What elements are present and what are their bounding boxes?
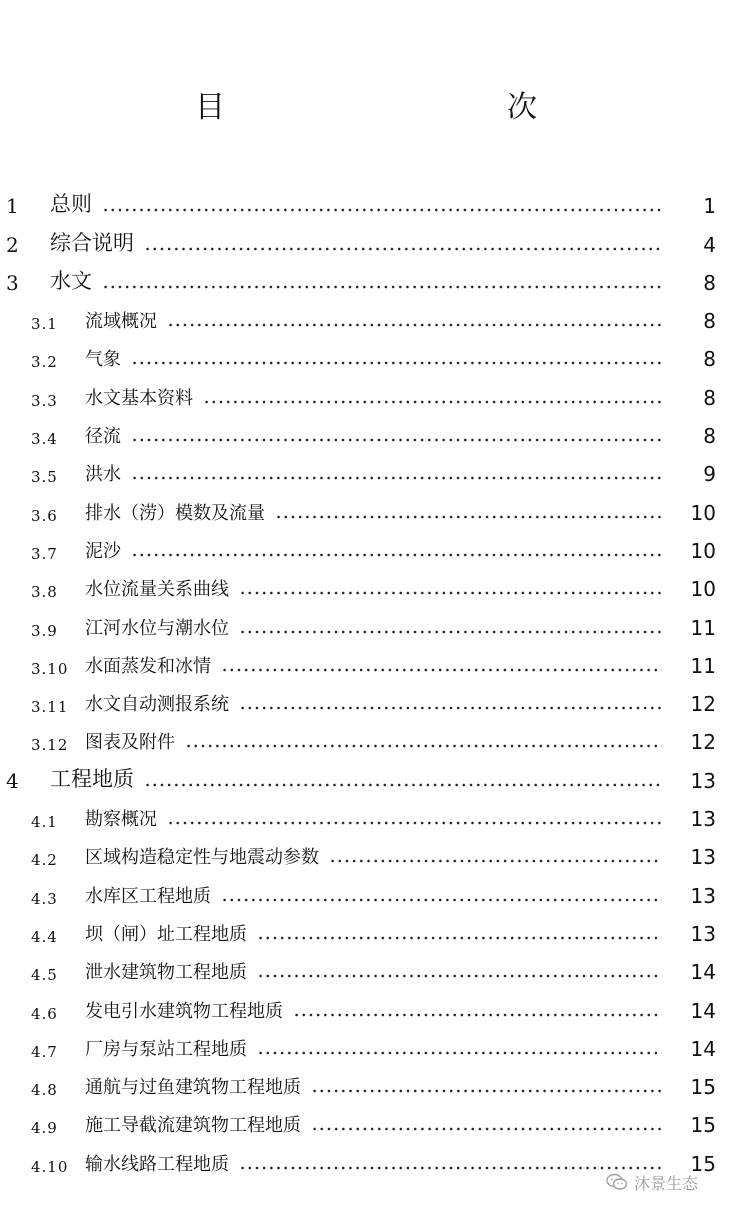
toc-entry-title: 流域概况 [85, 311, 157, 333]
dot-leader [221, 898, 662, 902]
toc-entry[interactable] [0, 646, 732, 684]
toc-entry[interactable] [0, 837, 732, 875]
toc-entry[interactable] [0, 301, 732, 339]
toc-entry-title: 洪水 [85, 464, 121, 486]
toc-entry-page-number: 8 [703, 424, 716, 449]
toc-entry[interactable] [0, 760, 732, 798]
toc-entry[interactable] [0, 416, 732, 454]
toc-entry-page-number: 14 [690, 998, 716, 1023]
toc-entry[interactable] [0, 990, 732, 1028]
toc-entry-title: 施工导截流建筑物工程地质 [85, 1115, 301, 1137]
toc-entry-title: 工程地质 [50, 766, 134, 791]
toc-entry-page-number: 8 [703, 270, 716, 295]
dot-leader [102, 285, 662, 289]
toc-entry-number: 3.12 [31, 736, 69, 755]
dot-leader [144, 247, 662, 251]
toc-entry-number: 4.7 [31, 1042, 58, 1061]
dot-leader [311, 1089, 662, 1093]
toc-entry[interactable] [0, 1029, 732, 1067]
toc-entry[interactable] [0, 531, 732, 569]
toc-entry[interactable] [0, 339, 732, 377]
toc-entry[interactable] [0, 569, 732, 607]
toc-entry-title: 水文 [50, 268, 92, 293]
toc-entry-title: 图表及附件 [85, 732, 175, 754]
toc-entry-number: 4.9 [31, 1119, 58, 1138]
toc-entry-number: 3.4 [31, 430, 58, 449]
toc-entry-page-number: 10 [690, 577, 716, 602]
dot-leader [144, 783, 662, 787]
dot-leader [167, 323, 662, 327]
toc-entry-page-number: 10 [690, 538, 716, 563]
toc-entry-page-number: 12 [690, 692, 716, 717]
toc-entry-title: 排水（涝）模数及流量 [85, 502, 265, 524]
toc-entry-page-number: 9 [703, 462, 716, 487]
toc-entry-page-number: 13 [690, 883, 716, 908]
toc-entry-page-number: 8 [703, 309, 716, 334]
dot-leader [257, 936, 662, 940]
toc-entry-title: 水文基本资料 [85, 387, 193, 409]
toc-entry-title: 水面蒸发和冰情 [85, 655, 211, 677]
toc-entry[interactable] [0, 684, 732, 722]
toc-entry-title: 泄水建筑物工程地质 [85, 962, 247, 984]
toc-entry[interactable] [0, 952, 732, 990]
toc-entry-number: 3 [6, 270, 19, 295]
toc-entry-title: 总则 [50, 192, 92, 217]
dot-leader [239, 630, 662, 634]
toc-entry[interactable] [0, 722, 732, 760]
toc-entry-page-number: 14 [690, 960, 716, 985]
dot-leader [293, 1013, 662, 1017]
toc-entry-title: 径流 [85, 426, 121, 448]
toc-entry[interactable] [0, 186, 732, 224]
toc-entry-page-number: 4 [703, 232, 716, 257]
dot-leader [275, 515, 662, 519]
dot-leader [311, 1127, 662, 1131]
toc-entry-page-number: 15 [690, 1075, 716, 1100]
toc-entry-page-number: 8 [703, 385, 716, 410]
toc-entry-number: 3.9 [31, 621, 58, 640]
toc-entry-number: 4.5 [31, 966, 58, 985]
toc-entry-title: 江河水位与潮水位 [85, 617, 229, 639]
toc-entry-number: 4.8 [31, 1081, 58, 1100]
toc-entry-number: 2 [6, 232, 19, 257]
table-of-contents [0, 186, 732, 1182]
toc-entry-page-number: 13 [690, 921, 716, 946]
toc-entry-number: 3.3 [31, 391, 58, 410]
toc-entry-page-number: 15 [690, 1151, 716, 1176]
toc-entry-title: 水位流量关系曲线 [85, 579, 229, 601]
toc-entry-page-number: 10 [690, 500, 716, 525]
dot-leader [185, 744, 662, 748]
toc-entry-number: 4.4 [31, 927, 58, 946]
toc-entry-number: 4.2 [31, 851, 58, 870]
toc-entry[interactable] [0, 875, 732, 913]
toc-entry[interactable] [0, 914, 732, 952]
toc-entry-number: 3.6 [31, 506, 58, 525]
toc-entry[interactable] [0, 492, 732, 530]
dot-leader [131, 361, 662, 365]
toc-entry-page-number: 13 [690, 845, 716, 870]
toc-entry-number: 3.8 [31, 583, 58, 602]
toc-entry-number: 3.10 [31, 659, 69, 678]
toc-entry[interactable] [0, 224, 732, 262]
dot-leader [167, 821, 662, 825]
toc-entry-number: 3.1 [31, 315, 58, 334]
toc-entry-number: 1 [6, 194, 19, 219]
toc-entry-title: 综合说明 [50, 230, 134, 255]
toc-entry-title: 厂房与泵站工程地质 [85, 1038, 247, 1060]
toc-entry-page-number: 12 [690, 730, 716, 755]
toc-entry-page-number: 1 [703, 194, 716, 219]
wechat-icon [606, 1173, 628, 1191]
toc-entry-number: 4.10 [31, 1157, 69, 1176]
watermark [606, 1170, 698, 1194]
toc-entry-number: 3.11 [31, 698, 69, 717]
toc-entry[interactable] [0, 799, 732, 837]
toc-entry-page-number: 11 [690, 653, 716, 678]
dot-leader [131, 438, 662, 442]
toc-entry[interactable] [0, 1105, 732, 1143]
toc-entry[interactable] [0, 607, 732, 645]
toc-entry-number: 4.1 [31, 813, 58, 832]
toc-entry-title: 泥沙 [85, 540, 121, 562]
toc-entry-title: 水库区工程地质 [85, 885, 211, 907]
toc-entry-title: 坝（闸）址工程地质 [85, 923, 247, 945]
dot-leader [203, 400, 662, 404]
toc-entry-number: 3.2 [31, 353, 58, 372]
toc-entry-page-number: 13 [690, 768, 716, 793]
dot-leader [239, 706, 662, 710]
toc-entry[interactable] [0, 454, 732, 492]
toc-entry-title: 输水线路工程地质 [85, 1153, 229, 1175]
dot-leader [239, 591, 662, 595]
dot-leader [131, 553, 662, 557]
toc-entry-number: 4.3 [31, 889, 58, 908]
toc-entry-number: 4 [6, 768, 19, 793]
dot-leader [257, 974, 662, 978]
toc-entry-title: 通航与过鱼建筑物工程地质 [85, 1077, 301, 1099]
toc-entry-page-number: 13 [690, 807, 716, 832]
toc-entry[interactable] [0, 1067, 732, 1105]
dot-leader [102, 208, 662, 212]
dot-leader [257, 1051, 662, 1055]
dot-leader [329, 859, 662, 863]
toc-entry-title: 勘察概况 [85, 809, 157, 831]
dot-leader [221, 668, 662, 672]
toc-entry-title: 气象 [85, 349, 121, 371]
toc-entry-title: 发电引水建筑物工程地质 [85, 1000, 283, 1022]
toc-entry-title: 区域构造稳定性与地震动参数 [85, 847, 319, 869]
toc-entry-page-number: 8 [703, 347, 716, 372]
toc-entry-number: 3.7 [31, 544, 58, 563]
toc-entry-number: 4.6 [31, 1004, 58, 1023]
toc-entry-number: 3.5 [31, 468, 58, 487]
watermark-text: 沐景生态 [634, 1173, 699, 1193]
toc-entry[interactable] [0, 263, 732, 301]
dot-leader [131, 476, 662, 480]
page-title: 目 次 [195, 90, 611, 125]
toc-entry[interactable] [0, 377, 732, 415]
toc-entry-page-number: 14 [690, 1036, 716, 1061]
toc-entry-title: 水文自动测报系统 [85, 694, 229, 716]
dot-leader [239, 1166, 662, 1170]
toc-entry-page-number: 15 [690, 1113, 716, 1138]
toc-entry-page-number: 11 [690, 615, 716, 640]
